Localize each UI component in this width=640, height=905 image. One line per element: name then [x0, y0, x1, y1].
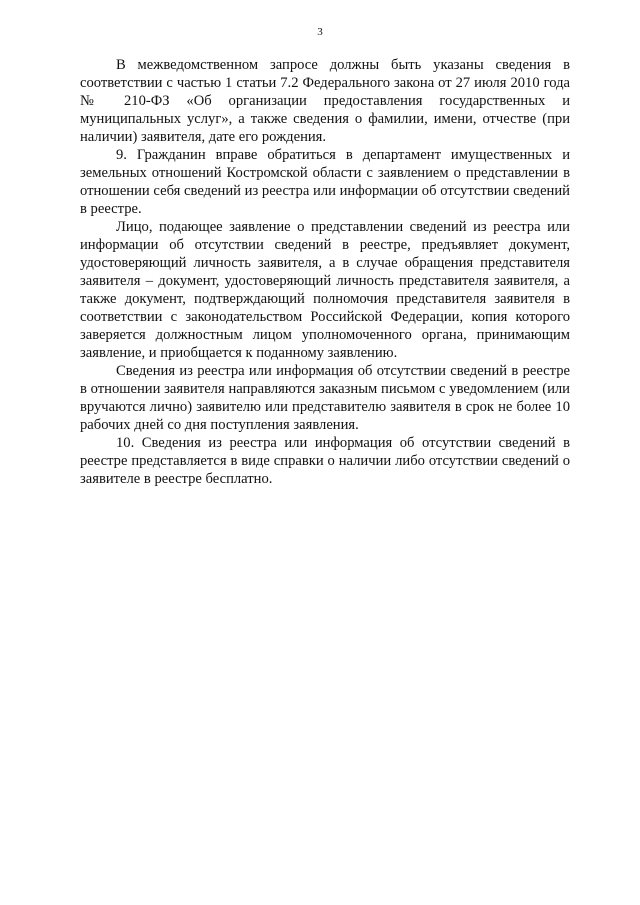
page-number: 3: [317, 26, 323, 38]
document-body: [80, 56, 570, 488]
paragraph-delivery-terms: Сведения из реестра или информация об отсутствии сведений в реестре в отношении заявителя направляются заказным письмом с уведомлением (или вручаются лично) заявителю или представителю заявителя в срок не более 10 рабочих дней со дня поступления заявления.: [80, 363, 570, 433]
paragraph-item-10: 10. Сведения из реестра или информация об отсутствии сведений в реестре представляется в виде справки о наличии либо отсутствии сведений о заявителе в реестре бесплатно.: [80, 435, 570, 487]
paragraph-interagency-request: В межведомственном запросе должны быть указаны сведения в соответствии с частью 1 статьи 7.2 Федерального закона от 27 июля 2010 года № 210-ФЗ «Об организации предоставления государственных и муниципальных услуг», а также сведения о фамилии, имени, отчестве (при наличии) заявителя, дате его рождения.: [80, 57, 570, 145]
paragraph-applicant-documents: Лицо, подающее заявление о представлении сведений из реестра или информации об отсутствии сведений в реестре, предъявляет документ, удостоверяющий личность заявителя, а в случае обращения представителя заявителя – документ, удостоверяющий личность представителя заявителя, а также документ, подтверждающий полномочия представителя заявителя в соответствии с законодательством Российской Федерации, копия которого заверяется должностным лицом уполномоченного органа, принимающим заявление, и приобщается к поданному заявлению.: [80, 219, 570, 361]
paragraph-item-9: 9. Гражданин вправе обратиться в департамент имущественных и земельных отношений Костромской области с заявлением о представлении в отношении себя сведений из реестра или информации об отсутствии сведений в реестре.: [80, 147, 570, 217]
